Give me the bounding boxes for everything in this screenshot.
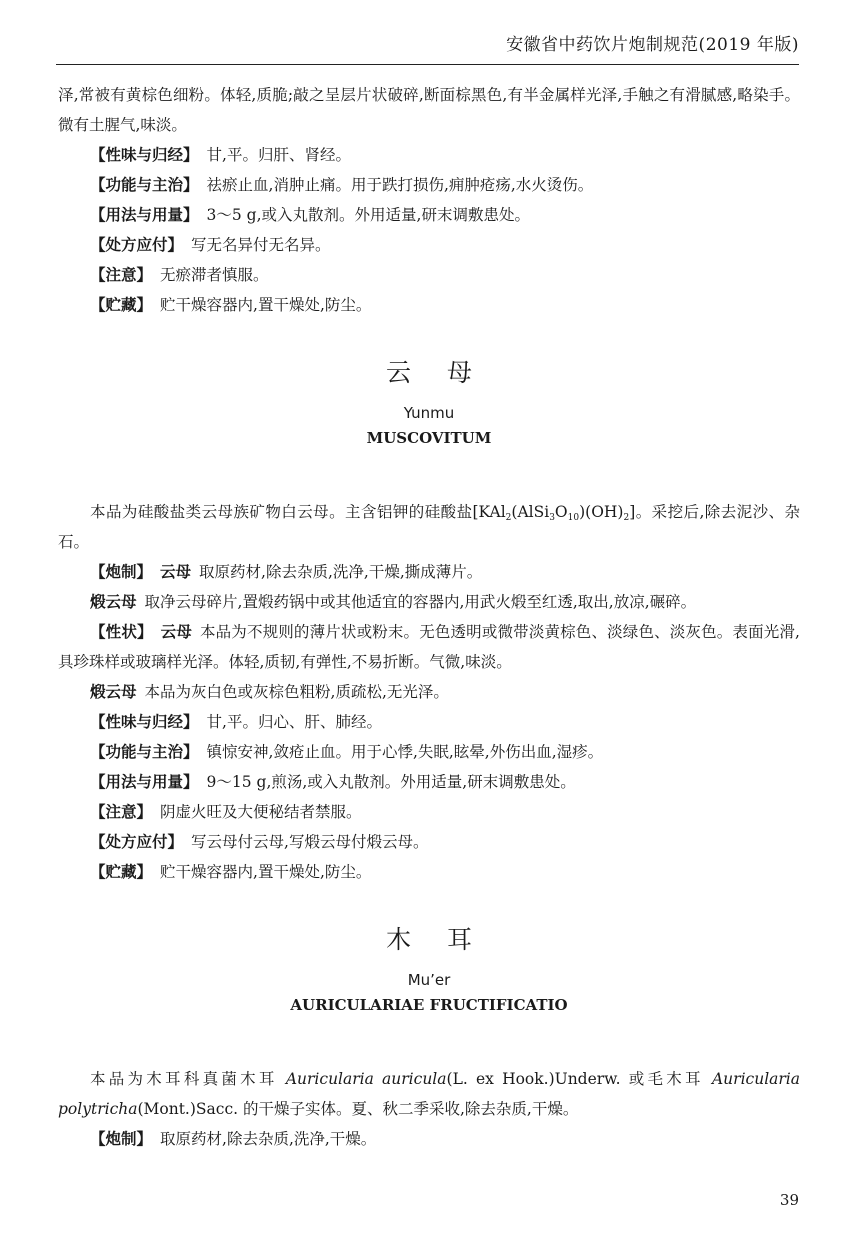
item-label: 【功能与主治】 [90, 743, 199, 761]
item-text: 无瘀滞者慎服。 [160, 266, 269, 284]
yunmu-character [58, 617, 800, 677]
yunmu-item-caution [58, 797, 800, 827]
prev-item-dosage [58, 200, 800, 230]
item-label: 【炮制】 [90, 563, 153, 581]
prev-item-prescription [58, 230, 800, 260]
running-header: 安徽省中药饮片炮制规范(2019 年版) [506, 35, 799, 55]
item-label: 【功能与主治】 [90, 176, 199, 194]
item-label: 【贮藏】 [90, 863, 153, 881]
item-text: 贮干燥容器内,置干燥处,防尘。 [160, 863, 372, 881]
item-label: 【处方应付】 [90, 236, 184, 254]
entry-title-muer: 木耳 [385, 925, 508, 954]
yunmu-calcined [58, 587, 800, 617]
muer-intro: 本品为木耳科真菌木耳 Auricularia auricula(L. ex Hook.)Underw. 或毛木耳 Auricularia polytricha(Mont.)Sacc. 的干燥子实体。夏、秋二季采收,除去杂质,干燥。 [58, 1070, 800, 1118]
item-text: 祛瘀止血,消肿止痛。用于跌打损伤,痈肿疮疡,水火烫伤。 [206, 176, 594, 194]
item-text: 镇惊安神,敛疮止血。用于心悸,失眠,眩晕,外伤出血,湿疹。 [206, 743, 604, 761]
item-label: 【炮制】 [90, 1130, 153, 1148]
yunmu-item-storage [58, 857, 800, 887]
page-number: 39 [779, 1191, 799, 1209]
prev-item-nature [58, 140, 800, 170]
item-text: 写无名异付无名异。 [191, 236, 331, 254]
item-text: 本品为灰白色或灰棕色粗粉,质疏松,无光泽。 [144, 683, 449, 701]
yunmu-processing [58, 557, 800, 587]
sub-label: 云母 [160, 563, 192, 581]
item-label: 【处方应付】 [90, 833, 184, 851]
header-rule [56, 64, 799, 65]
species-name: Auricularia auricula [285, 1070, 447, 1088]
entry-latin-yunmu: MUSCOVITUM [366, 429, 492, 447]
item-text: 阴虚火旺及大便秘结者禁服。 [160, 803, 362, 821]
sub-label: 云母 [160, 623, 192, 641]
item-text: 甘,平。归心、肝、肺经。 [206, 713, 382, 731]
item-label: 【性味与归经】 [90, 146, 199, 164]
item-text: 9～15 g,煎汤,或入丸散剂。外用适量,研末调敷患处。 [206, 773, 576, 791]
yunmu-intro: 本品为硅酸盐类云母族矿物白云母。主含铝钾的硅酸盐$[KAl_2(AlSi_3O_{10})(OH)_2]$。采挖后,除去泥沙、杂石。 [58, 503, 800, 551]
prev-item-caution [58, 260, 800, 290]
item-label: 【注意】 [90, 803, 153, 821]
sub-label: 煅云母 [90, 683, 137, 701]
item-label: 【用法与用量】 [90, 206, 199, 224]
item-text: 写云母付云母,写煅云母付煅云母。 [191, 833, 429, 851]
item-label: 【注意】 [90, 266, 153, 284]
entry-pinyin-muer: Mu’er [407, 971, 451, 989]
item-text: 本品为不规则的薄片状或粉末。无色透明或微带淡黄棕色、淡绿色、淡灰色。表面光滑,具珍珠样或玻璃样光泽。体轻,质韧,有弹性,不易折断。气微,味淡。 [58, 623, 800, 671]
prev-item-storage [58, 290, 800, 320]
item-label: 【贮藏】 [90, 296, 153, 314]
species-name: Auricularia polytricha [58, 1070, 800, 1118]
item-text: 3～5 g,或入丸散剂。外用适量,研末调敷患处。 [206, 206, 530, 224]
page-body [58, 80, 800, 1154]
item-label: 【性状】 [90, 623, 153, 641]
item-text: 贮干燥容器内,置干燥处,防尘。 [160, 296, 372, 314]
item-text: 甘,平。归肝、肾经。 [206, 146, 351, 164]
entry-latin-muer: AURICULARIAE FRUCTIFICATIO [290, 996, 568, 1014]
yunmu-item-dosage [58, 767, 800, 797]
item-text: 取原药材,除去杂质,洗净,干燥,撕成薄片。 [199, 563, 483, 581]
yunmu-character-calcined [58, 677, 800, 707]
item-text: 取原药材,除去杂质,洗净,干燥。 [160, 1130, 377, 1148]
item-label: 【用法与用量】 [90, 773, 199, 791]
muer-processing [58, 1124, 800, 1154]
sub-label: 煅云母 [90, 593, 137, 611]
item-label: 【性味与归经】 [90, 713, 199, 731]
entry-title-yunmu: 云母 [385, 358, 508, 387]
entry-pinyin-yunmu: Yunmu [403, 404, 455, 422]
prev-item-function [58, 170, 800, 200]
item-text: 取净云母碎片,置煅药锅中或其他适宜的容器内,用武火煅至红透,取出,放凉,碾碎。 [144, 593, 697, 611]
prev-entry-continuation: 泽,常被有黄棕色细粉。体轻,质脆;敲之呈层片状破碎,断面棕黑色,有半金属样光泽,手触之有滑腻感,略染手。微有土腥气,味淡。 [58, 86, 800, 134]
yunmu-item-prescription [58, 827, 800, 857]
yunmu-item-nature [58, 707, 800, 737]
yunmu-item-function [58, 737, 800, 767]
